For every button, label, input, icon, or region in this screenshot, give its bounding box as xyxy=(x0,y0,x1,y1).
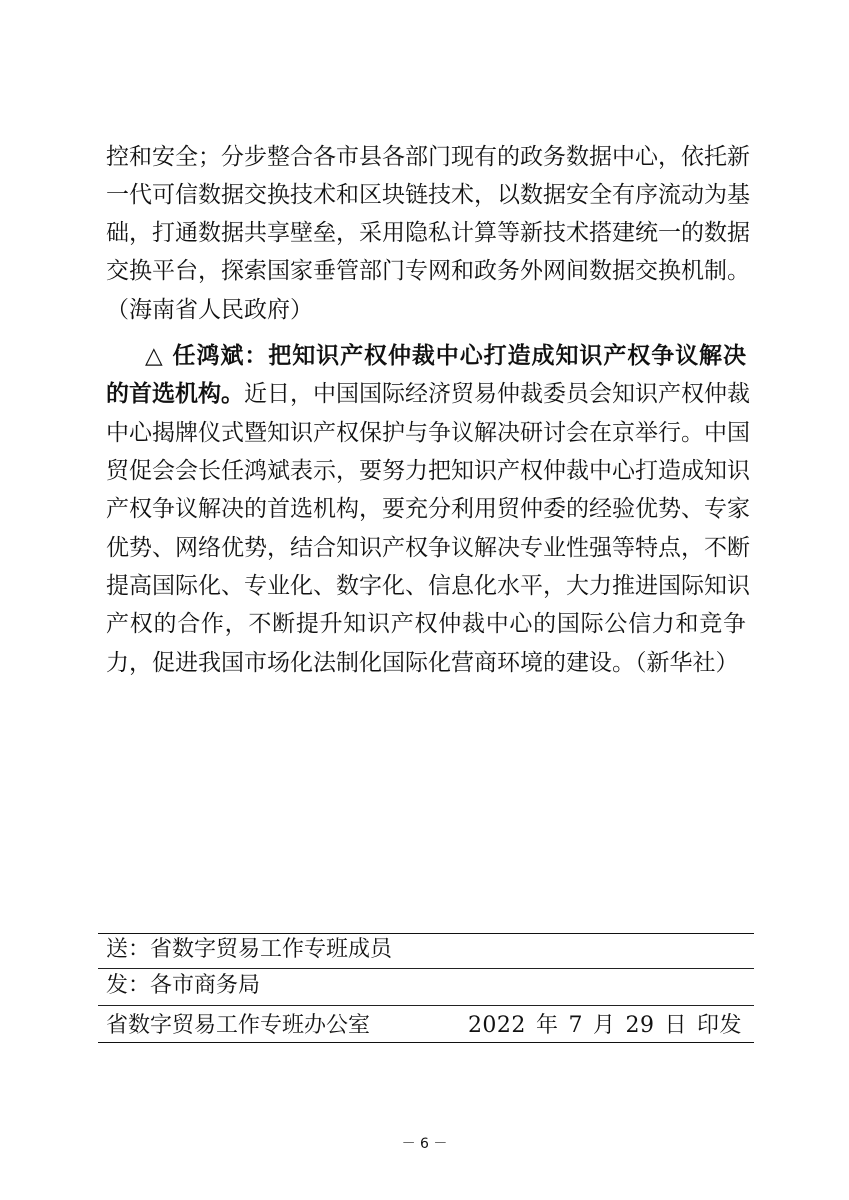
date-action: 印发 xyxy=(696,1013,742,1038)
footer-issue-to: 发：各市商务局 xyxy=(106,973,261,998)
body-line: 础，打通数据共享壁垒，采用隐私计算等新技术搭建统一的数据 xyxy=(106,220,750,246)
body-text: 近日，中国国际经济贸易仲裁委员会知识产权仲裁 xyxy=(244,381,750,407)
footer-issue-date xyxy=(468,1013,742,1039)
date-day-unit: 日 xyxy=(664,1013,687,1038)
body-line: 中心揭牌仪式暨知识产权保护与争议解决研讨会在京举行。中国 xyxy=(106,420,750,446)
date-month-unit: 月 xyxy=(592,1013,616,1038)
body-line: 产权争议解决的首选机构，要充分利用贸仲委的经验优势、专家 xyxy=(106,496,750,522)
date-month: 7 xyxy=(568,1013,583,1038)
footer-top-rule xyxy=(98,933,754,934)
footer-send-to: 送：省数字贸易工作专班成员 xyxy=(106,937,393,962)
date-day: 29 xyxy=(625,1013,655,1038)
footer-issuer: 省数字贸易工作专班办公室 xyxy=(106,1013,371,1038)
body-source: （海南省人民政府） xyxy=(106,297,313,323)
body-line: 交换平台，探索国家垂管部门专网和政务外网间数据交换机制。 xyxy=(106,258,750,284)
footer-bottom-rule xyxy=(98,1042,754,1043)
footer-divider xyxy=(98,968,754,969)
news-headline-end: 的首选机构。 xyxy=(106,380,244,407)
body-line: 提高国际化、专业化、数字化、信息化水平，大力推进国际知识 xyxy=(106,573,750,599)
body-line: 贸促会会长任鸿斌表示，要努力把知识产权仲裁中心打造成知识 xyxy=(106,458,750,484)
body-line: 一代可信数据交换技术和区块链技术，以数据安全有序流动为基 xyxy=(106,182,750,208)
news-headline: △ 任鸿斌：把知识产权仲裁中心打造成知识产权争议解决 xyxy=(145,342,746,369)
body-line: 力，促进我国市场化法制化国际化营商环境的建设。（新华社） xyxy=(106,650,739,676)
body-line: 控和安全；分步整合各市县各部门现有的政务数据中心，依托新 xyxy=(106,144,750,170)
footer-issuer-row xyxy=(106,1013,742,1039)
date-year: 2022 xyxy=(467,1013,526,1038)
body-line: 产权的合作，不断提升知识产权仲裁中心的国际公信力和竞争 xyxy=(106,611,746,637)
footer-divider xyxy=(98,1005,754,1006)
news-headline-continuation xyxy=(106,380,750,408)
page-number: － 6 － xyxy=(401,1136,448,1152)
date-year-unit: 年 xyxy=(535,1013,559,1038)
body-line: 优势、网络优势，结合知识产权争议解决专业性强等特点，不断 xyxy=(106,535,750,561)
